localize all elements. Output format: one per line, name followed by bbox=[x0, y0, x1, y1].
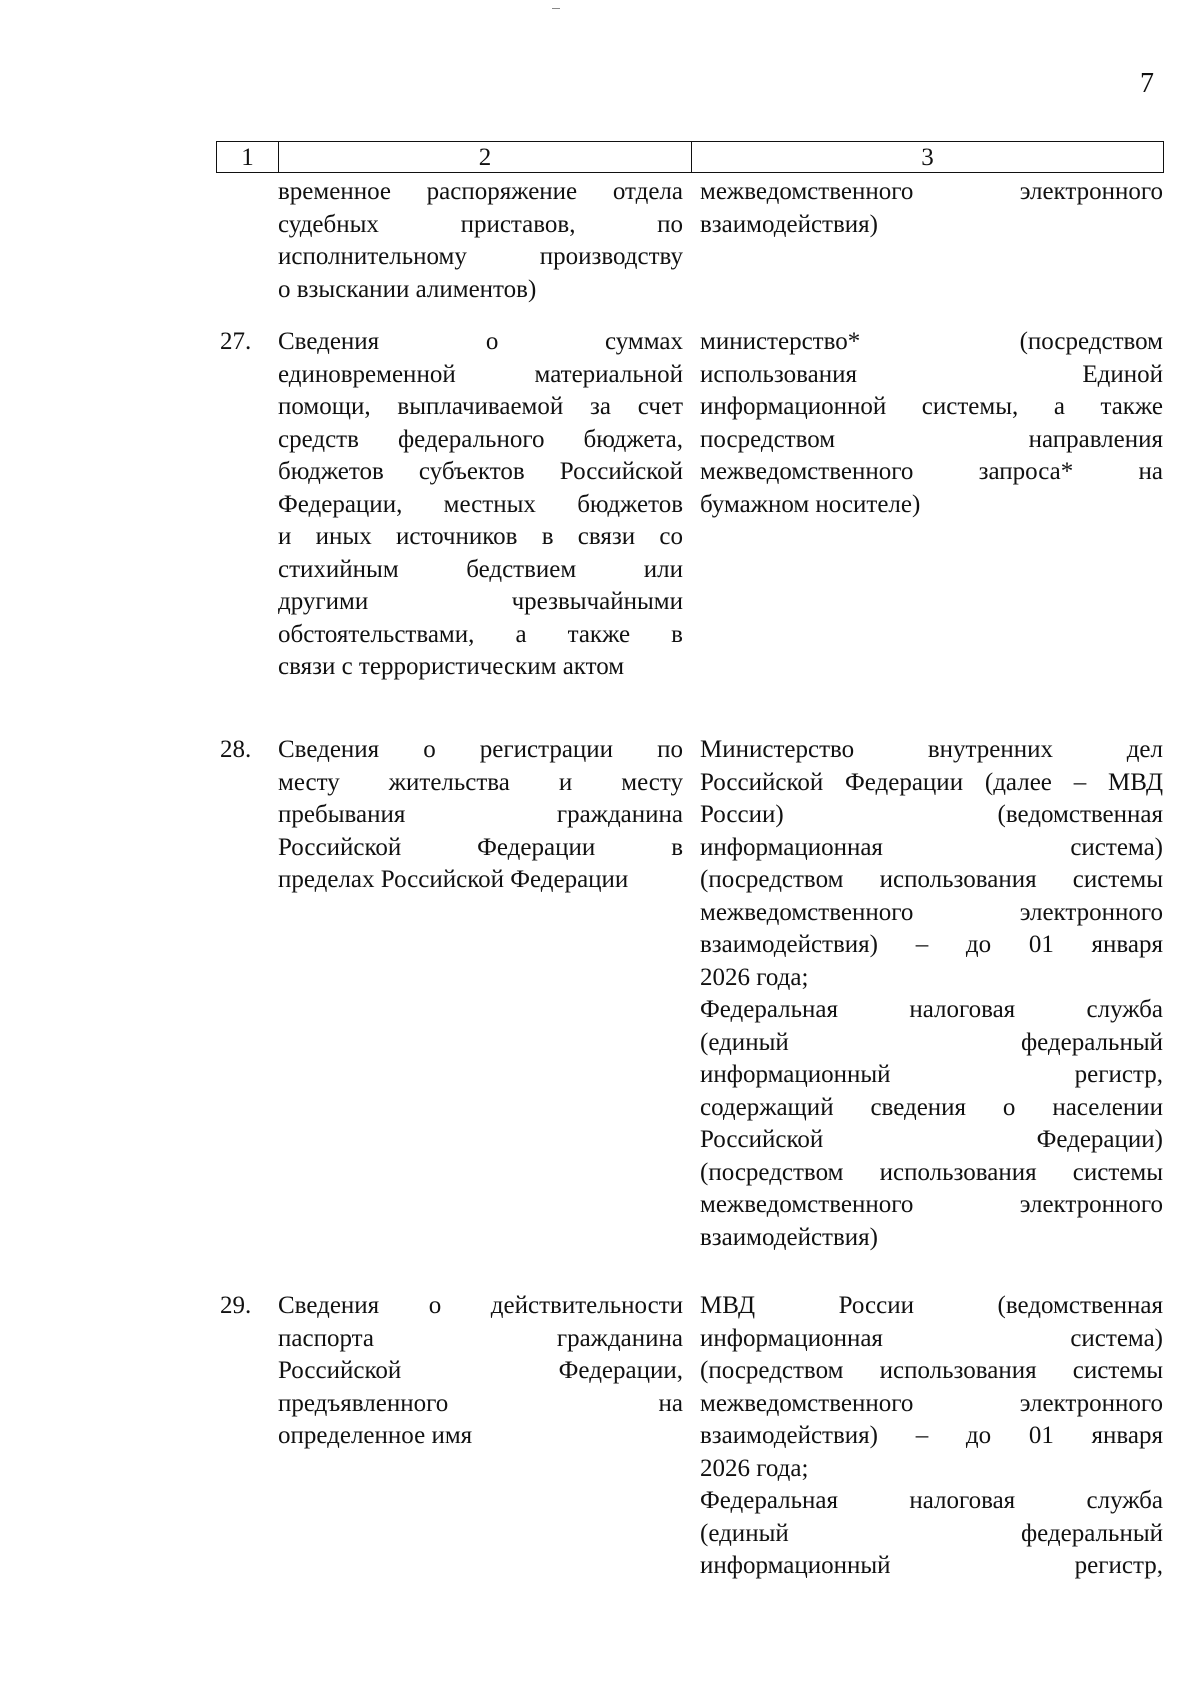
text-line: взаимодействия) bbox=[700, 210, 878, 238]
text-line: (единый федеральный bbox=[700, 1519, 1163, 1547]
text-line: МВД России (ведомственная bbox=[700, 1292, 1163, 1319]
text-line: информационный регистр, bbox=[700, 1552, 1163, 1579]
text-line: Сведения о суммах bbox=[278, 328, 683, 355]
text-line: обстоятельствами, а также в bbox=[278, 620, 683, 648]
text-line: взаимодействия) – до 01 января bbox=[700, 931, 1163, 958]
text-line: о взыскании алиментов) bbox=[278, 275, 537, 303]
text-line: содержащий сведения о населении bbox=[700, 1093, 1163, 1121]
continuation-col2 bbox=[278, 176, 683, 306]
text-line: (посредством использования системы bbox=[700, 1158, 1163, 1186]
row-27-col2 bbox=[278, 326, 683, 684]
text-line: пределах Российской Федерации bbox=[278, 866, 629, 893]
text-line: другими чрезвычайными bbox=[278, 588, 683, 615]
text-line: Российской Федерации) bbox=[700, 1126, 1163, 1153]
text-line: определенное имя bbox=[278, 1422, 473, 1449]
text-line: средств федерального бюджета, bbox=[278, 425, 683, 453]
header-col-2: 2 bbox=[279, 142, 692, 172]
header-col-3: 3 bbox=[921, 144, 934, 171]
text-line: (посредством использования системы bbox=[700, 866, 1163, 893]
text-line: (посредством использования системы bbox=[700, 1357, 1163, 1384]
text-line: Российской Федерации в bbox=[278, 833, 683, 861]
text-line: межведомственного электронного bbox=[700, 1191, 1163, 1218]
text-line: (единый федеральный bbox=[700, 1028, 1163, 1056]
text-line: Федеральная налоговая служба bbox=[700, 996, 1163, 1023]
text-line: межведомственного электронного bbox=[700, 178, 1163, 205]
text-line: межведомственного электронного bbox=[700, 898, 1163, 926]
text-line: бюджетов субъектов Российской bbox=[278, 458, 683, 485]
text-line: паспорта гражданина bbox=[278, 1324, 683, 1352]
text-line: Федерации, местных бюджетов bbox=[278, 490, 683, 518]
text-line: информационная система) bbox=[700, 1324, 1163, 1352]
text-line: Министерство внутренних дел bbox=[700, 736, 1163, 763]
row-number: 27. bbox=[220, 328, 252, 355]
scan-mark bbox=[552, 8, 560, 9]
row-29-col2 bbox=[278, 1290, 683, 1453]
row-29-col3 bbox=[700, 1290, 1163, 1583]
text-line: взаимодействия) bbox=[700, 1223, 878, 1251]
page-number: 7 bbox=[1140, 68, 1154, 99]
text-line: Российской Федерации, bbox=[278, 1357, 683, 1384]
text-line: Федеральная налоговая служба bbox=[700, 1487, 1163, 1514]
text-line: посредством направления bbox=[700, 425, 1163, 453]
text-line: Российской Федерации (далее – МВД bbox=[700, 768, 1163, 796]
row-27-col3 bbox=[700, 326, 1163, 521]
text-line: Сведения о регистрации по bbox=[278, 736, 683, 763]
header-col-1: 1 bbox=[217, 142, 279, 172]
text-line: информационной системы, а также bbox=[700, 393, 1163, 420]
text-line: судебных приставов, по bbox=[278, 210, 683, 238]
text-line: временное распоряжение отдела bbox=[278, 178, 683, 205]
row-28-col3 bbox=[700, 734, 1163, 1254]
text-line: межведомственного запроса* на bbox=[700, 458, 1163, 485]
text-line: информационная система) bbox=[700, 833, 1163, 861]
text-line: использования Единой bbox=[700, 360, 1163, 388]
text-line: пребывания гражданина bbox=[278, 801, 683, 828]
text-line: взаимодействия) – до 01 января bbox=[700, 1422, 1163, 1449]
text-line: единовременной материальной bbox=[278, 360, 683, 388]
text-line: России) (ведомственная bbox=[700, 801, 1163, 828]
text-line: исполнительному производству bbox=[278, 243, 683, 270]
text-line: бумажном носителе) bbox=[700, 490, 921, 518]
row-28-col2 bbox=[278, 734, 683, 897]
text-line: 2026 года; bbox=[700, 963, 809, 991]
table-header bbox=[216, 141, 1164, 173]
text-line: стихийным бедствием или bbox=[278, 555, 683, 583]
text-line: и иных источников в связи со bbox=[278, 523, 683, 550]
text-line: 2026 года; bbox=[700, 1454, 809, 1482]
continuation-col3 bbox=[700, 176, 1163, 241]
text-line: Сведения о действительности bbox=[278, 1292, 683, 1319]
text-line: межведомственного электронного bbox=[700, 1389, 1163, 1417]
text-line: помощи, выплачиваемой за счет bbox=[278, 393, 683, 420]
row-number: 29. bbox=[220, 1292, 252, 1319]
text-line: предъявленного на bbox=[278, 1389, 683, 1417]
text-line: министерство* (посредством bbox=[700, 328, 1163, 355]
text-line: информационный регистр, bbox=[700, 1061, 1163, 1088]
text-line: связи с террористическим актом bbox=[278, 653, 625, 680]
row-number: 28. bbox=[220, 736, 252, 763]
text-line: месту жительства и месту bbox=[278, 768, 683, 796]
